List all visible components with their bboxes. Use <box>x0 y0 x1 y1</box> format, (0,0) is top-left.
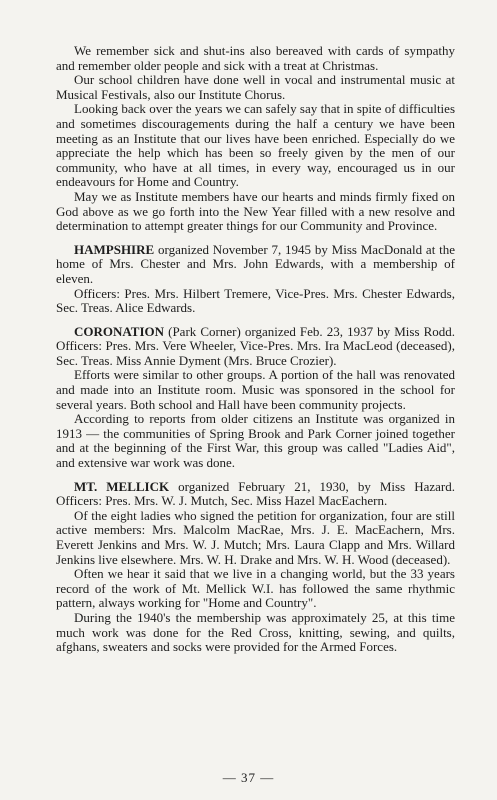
paragraph-text: (Park Corner) organized Feb. 23, 1937 by Miss Rodd. Officers: Pres. Mrs. Vere Wheeler, Vice-Pres. Mrs. Ira MacLeod (deceased), Sec. Treas. Miss Annie Dyment (Mrs. Bruce Crozier). <box>56 323 455 368</box>
paragraph-text: Of the eight ladies who signed the petition for organization, four are still active members: Mrs. Malcolm MacRae, Mrs. J. E. MacEachern, Mrs. Everett Jenkins and Mrs. W. J. Mutch; Mrs. Laura Clapp and Mrs. Willard Jenkins live elsewhere. Mrs. W. H. Drake and Mrs. W. H. Wood (deceased). <box>56 507 455 567</box>
section-mt-mellick <box>56 480 455 509</box>
section-heading: MT. MELLICK <box>74 478 170 494</box>
paragraph-text: Often we hear it said that we live in a changing world, but the 33 years record of the work of Mt. Mellick W.I. has followed the same rhythmic pattern, always working for "Home and Country". <box>56 566 455 611</box>
paragraph-text: Looking back over the years we can safely say that in spite of difficulties and sometimes discouragements during the half a century we have been meeting as an Institute that our lives have been enriched. Especially do we appreciate the help which has been so freely given by the men of our community, who have at all times, in every way, encouraged us in our endeavours for Home and Country. <box>56 101 455 190</box>
paragraph-text: During the 1940's the membership was approximately 25, at this time much work was done for the Red Cross, knitting, sewing, and quilts, afghans, sweaters and socks were provided for the Armed Forces. <box>56 609 455 655</box>
section-heading: CORONATION <box>74 323 165 339</box>
paragraph-new-year <box>56 190 455 234</box>
section-heading: HAMPSHIRE <box>74 241 155 257</box>
paragraph-mt-mellick-record <box>56 567 455 611</box>
page-number: — 37 — <box>222 770 275 785</box>
paragraph-mt-mellick-1940s <box>56 611 455 655</box>
paragraph-text: organized November 7, 1945 by Miss MacDonald at the home of Mrs. Chester and Mrs. John Edwards, with a membership of eleven. <box>56 241 455 286</box>
paragraph-cards-of-sympathy <box>56 44 455 73</box>
paragraph-hampshire-officers <box>56 287 455 316</box>
paragraph-text: Efforts were similar to other groups. A portion of the hall was renovated and made into an Institute room. Music was sponsored in the school for several years. Both school and Hall have been community projects. <box>56 367 455 412</box>
paragraph-text: organized February 21, 1930, by Miss Hazard. Officers: Pres. Mrs. W. J. Mutch, Sec. Miss Hazel MacEachern. <box>56 478 455 509</box>
paragraph-text: May we as Institute members have our hearts and minds firmly fixed on God above as we go forth into the New Year filled with a new resolve and determination to attempt greater things for our Community and Province. <box>56 188 455 234</box>
paragraph-coronation-efforts <box>56 368 455 412</box>
paragraph-looking-back <box>56 102 455 190</box>
paragraph-text: According to reports from older citizens an Institute was organized in 1913 — the communities of Spring Brook and Park Corner joined together and at the beginning of the First War, this group was called "Ladies Aid", and extensive war work was done. <box>56 411 455 471</box>
paragraph-text: We remember sick and shut-ins also bereaved with cards of sympathy and remember older people and sick with a treat at Christmas. <box>56 43 455 73</box>
paragraph-school-music <box>56 73 455 102</box>
section-hampshire <box>56 243 455 287</box>
paragraph-mt-mellick-members <box>56 509 455 567</box>
paragraph-text: Officers: Pres. Mrs. Hilbert Tremere, Vice-Pres. Mrs. Chester Edwards, Sec. Treas. Alice Edwards. <box>56 285 455 316</box>
paragraph-text: Our school children have done well in vocal and instrumental music at Musical Festivals, also our Institute Chorus. <box>56 72 455 102</box>
paragraph-coronation-history <box>56 412 455 470</box>
section-coronation <box>56 325 455 369</box>
